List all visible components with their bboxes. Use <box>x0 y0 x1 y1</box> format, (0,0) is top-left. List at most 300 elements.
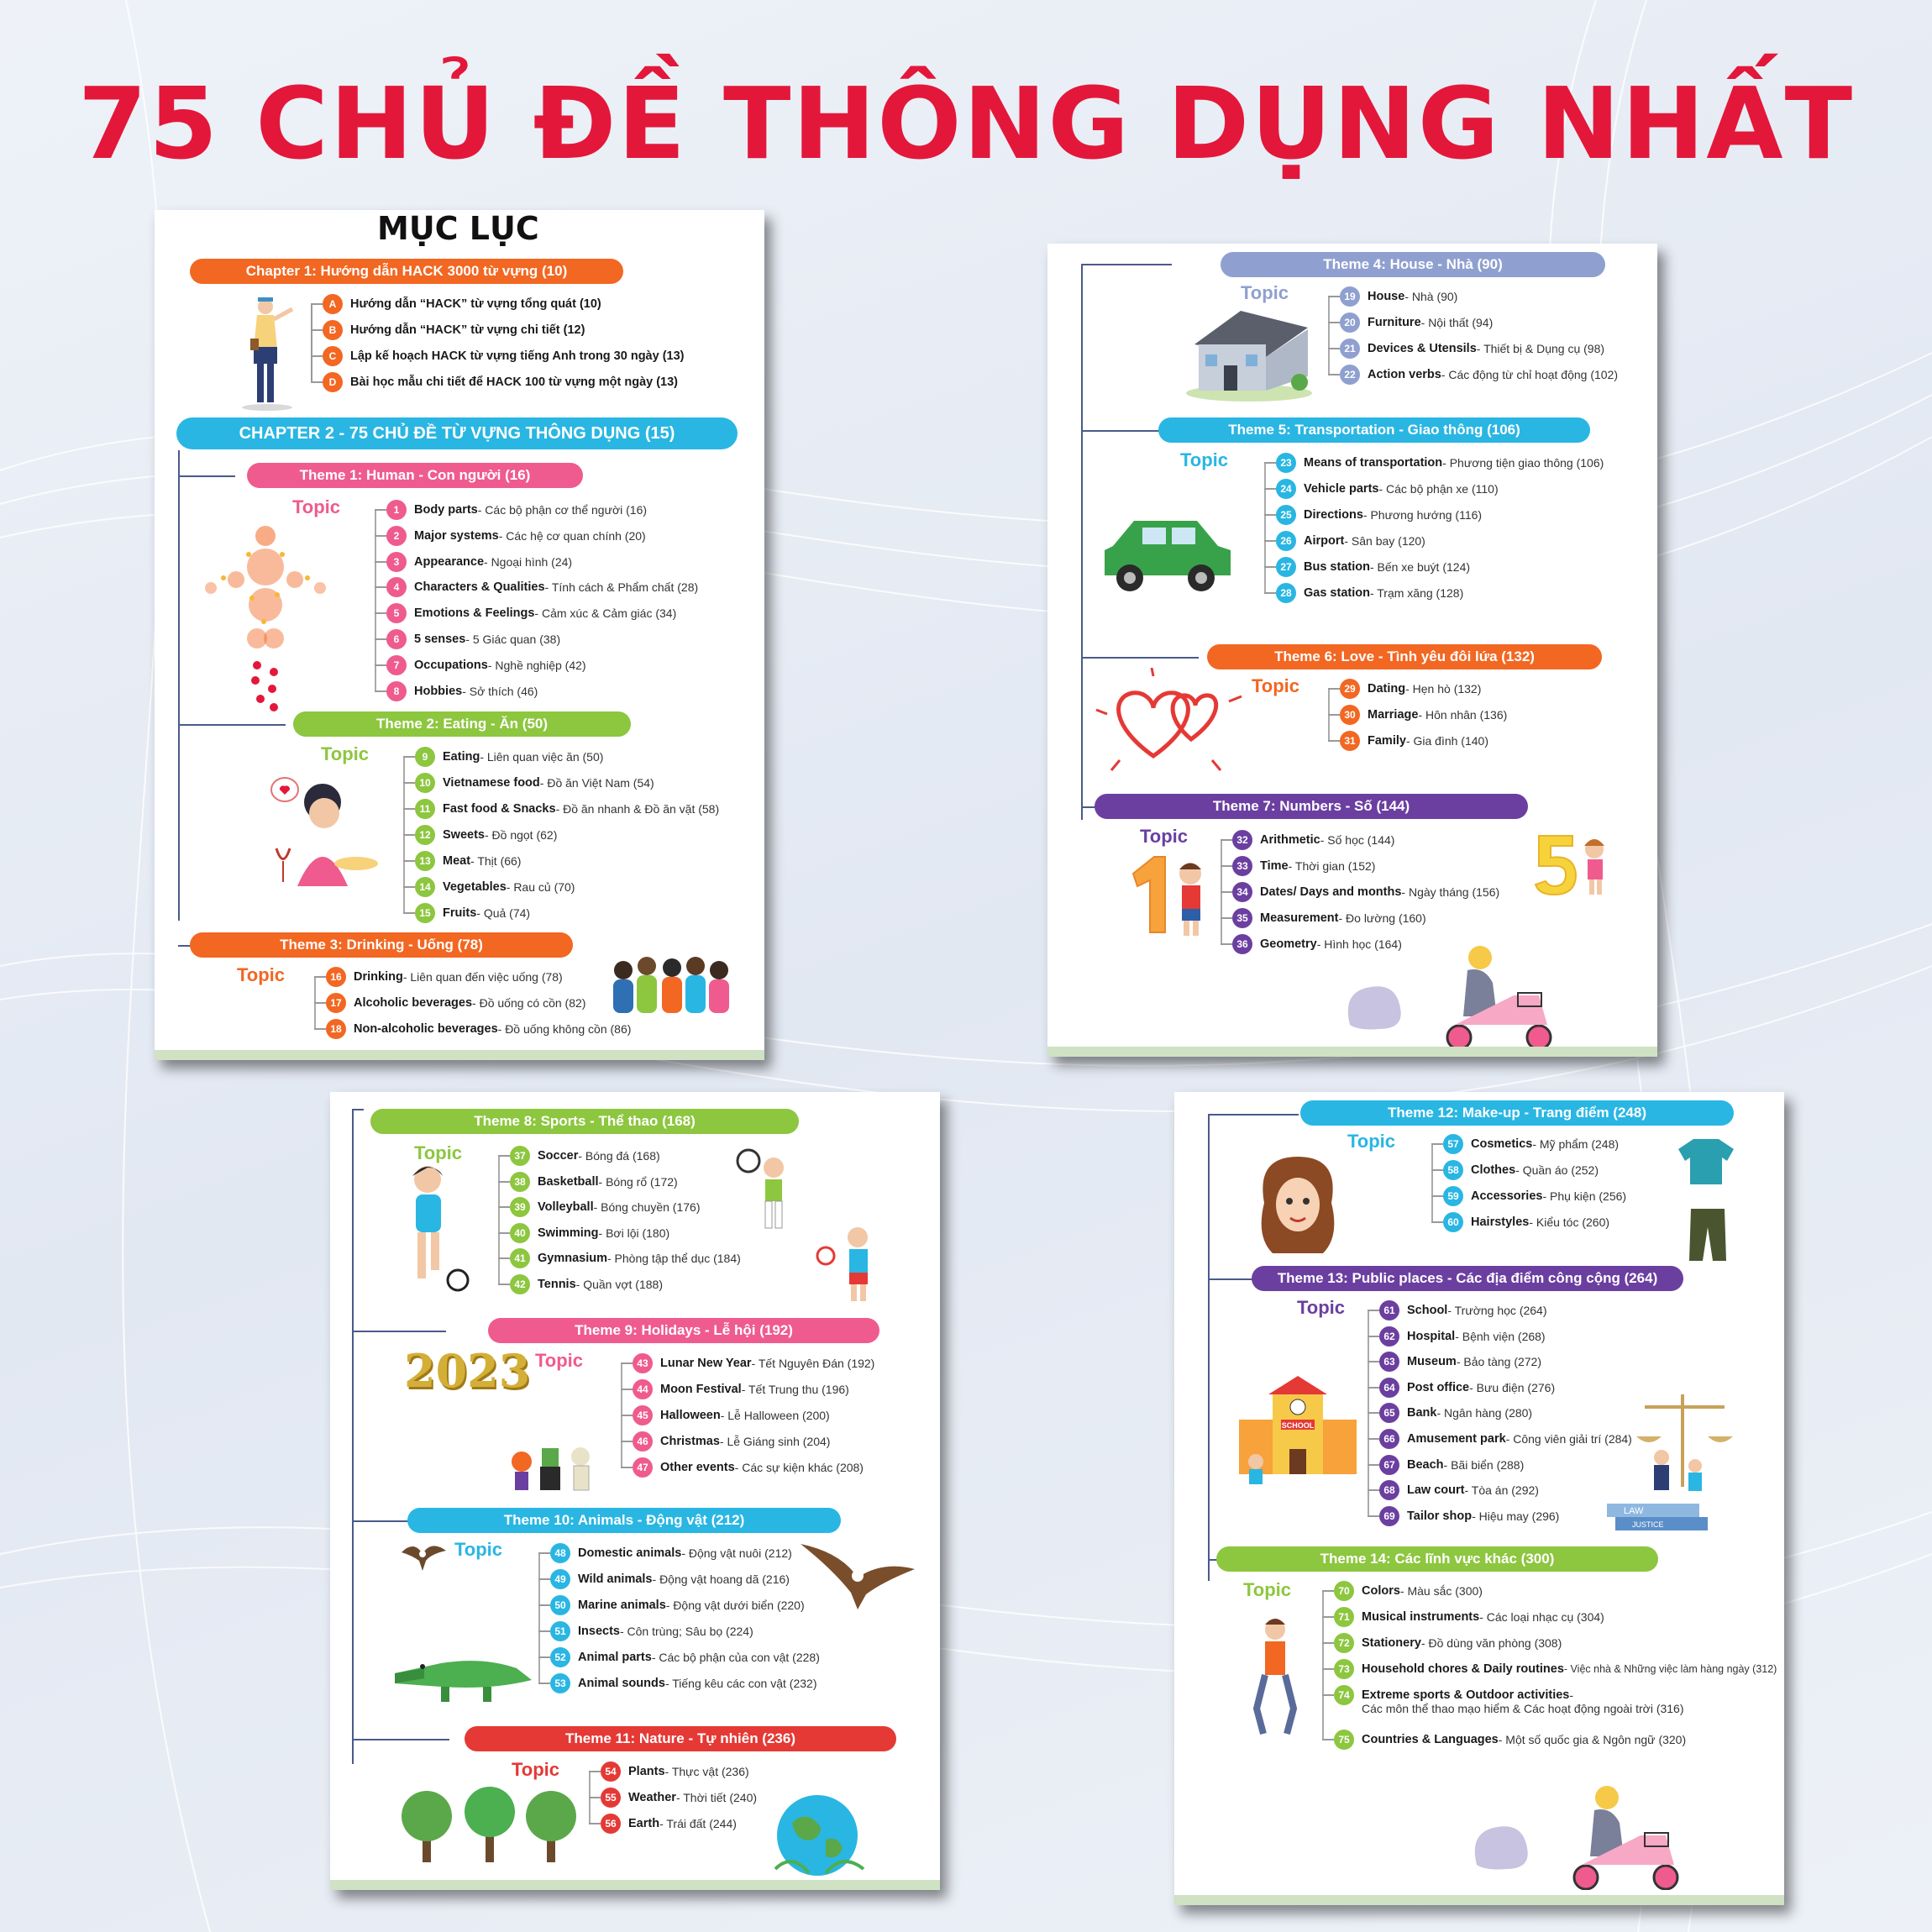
topic-english-name: Swimming <box>538 1226 599 1240</box>
topic-number-badge: 60 <box>1443 1212 1463 1232</box>
topic-vietnamese-name: - Một số quốc gia & Ngôn ngữ (320) <box>1498 1733 1687 1746</box>
theme-title-bar[interactable]: Theme 3: Drinking - Uống (78) <box>190 932 573 958</box>
topic-item[interactable] <box>386 628 560 650</box>
topic-item[interactable] <box>1379 1454 1524 1476</box>
topic-item[interactable] <box>510 1171 678 1193</box>
topic-english-name: Earth <box>628 1817 660 1830</box>
topic-number-badge: 46 <box>633 1431 653 1452</box>
topic-english-name: Gymnasium <box>538 1252 607 1266</box>
topic-item[interactable] <box>326 992 585 1014</box>
topic-item[interactable] <box>415 876 575 898</box>
topic-vietnamese-name: - Thiết bị & Dụng cụ (98) <box>1476 342 1605 355</box>
topic-english-name: Drinking <box>354 970 403 984</box>
topic-label: Topic <box>1241 282 1289 303</box>
topic-vietnamese-name: - Quả (74) <box>476 906 531 920</box>
topic-item[interactable] <box>1443 1211 1609 1233</box>
tennis-boy-illustration <box>732 1144 799 1236</box>
topic-item[interactable] <box>550 1568 790 1590</box>
topic-english-name: Marine animals <box>578 1599 666 1612</box>
topic-english-name: Volleyball <box>538 1200 594 1215</box>
topic-english-name: School <box>1407 1304 1448 1317</box>
topic-english-name: Marriage <box>1368 708 1419 722</box>
topic-vietnamese-name: - Tết Trung thu (196) <box>741 1383 849 1396</box>
topic-label: Topic <box>414 1142 463 1163</box>
topic-number-badge: 47 <box>633 1457 653 1478</box>
theme-title-bar[interactable]: Theme 1: Human - Con người (16) <box>247 463 583 488</box>
topic-item[interactable] <box>1232 829 1394 851</box>
pants-illustration <box>1687 1205 1729 1264</box>
topic-english-name: Fruits <box>443 906 477 920</box>
topic-english-name: Domestic animals <box>578 1546 682 1560</box>
topic-english-name: House <box>1368 290 1405 303</box>
topic-english-name: Hobbies <box>414 684 463 698</box>
topic-vietnamese-name: - Hình học (164) <box>1316 937 1402 951</box>
volleyball-boy-illustration <box>816 1222 883 1306</box>
topic-english-name: Dating <box>1368 682 1406 696</box>
topic-number-badge: 32 <box>1232 830 1252 850</box>
topic-english-name: Beach <box>1407 1457 1444 1472</box>
topic-english-name: Hairstyles <box>1471 1215 1530 1229</box>
woman-eating-illustration <box>264 764 381 890</box>
topic-vietnamese-name: - Thực vật (236) <box>664 1765 749 1778</box>
topic-vietnamese-name: - Các bộ phận của con vật (228) <box>651 1651 820 1664</box>
topic-english-name: Major systems <box>414 528 499 543</box>
friends-drinking-illustration <box>606 949 737 1016</box>
topic-number-badge: 38 <box>510 1172 530 1192</box>
topic-vietnamese-name: - Thịt (66) <box>470 854 522 868</box>
topic-vietnamese-name: - Đồ ăn Việt Nam (54) <box>539 776 654 790</box>
theme-title-bar[interactable]: Theme 5: Transportation - Giao thông (106) <box>1158 417 1590 443</box>
topic-item[interactable] <box>415 902 530 924</box>
topic-number-badge: 26 <box>1276 531 1296 551</box>
topic-number-badge: 2 <box>386 526 407 546</box>
topic-item[interactable] <box>550 1672 816 1694</box>
topic-item[interactable] <box>386 576 698 598</box>
topic-number-badge: 75 <box>1334 1730 1354 1750</box>
topic-vietnamese-name: - Gia đình (140) <box>1405 734 1488 748</box>
toc-page-1 <box>155 210 764 1060</box>
topic-vietnamese-name: - Nhà (90) <box>1404 290 1458 303</box>
theme-title-bar[interactable]: Theme 13: Public places - Các địa điểm công cộng (264) <box>1252 1266 1683 1291</box>
topic-item[interactable] <box>386 551 572 573</box>
topic-number-badge: 29 <box>1340 679 1360 699</box>
topic-number-badge: 53 <box>550 1673 570 1693</box>
topic-number-badge: 61 <box>1379 1300 1399 1320</box>
topic-english-name: Musical instruments <box>1362 1610 1480 1624</box>
topic-english-name: Amusement park <box>1407 1432 1506 1446</box>
topic-vietnamese-name: - Các bộ phận cơ thể người (16) <box>477 503 648 517</box>
topic-item[interactable] <box>1276 582 1463 604</box>
topic-english-name: Soccer <box>538 1149 579 1163</box>
topic-item[interactable] <box>601 1787 757 1809</box>
topic-english-name: Animal sounds <box>578 1677 665 1690</box>
topic-english-name: Household chores & Daily routines <box>1362 1662 1564 1676</box>
topic-item[interactable] <box>633 1457 864 1478</box>
topic-item[interactable] <box>386 654 586 676</box>
topic-number-badge: 23 <box>1276 453 1296 473</box>
topic-item[interactable] <box>1340 286 1457 307</box>
topic-number-badge: 18 <box>326 1019 346 1039</box>
theme-title-bar[interactable]: Theme 7: Numbers - Số (144) <box>1095 794 1528 819</box>
topic-english-name: Furniture <box>1368 316 1421 329</box>
topic-english-name: Cosmetics <box>1471 1137 1533 1151</box>
topic-vietnamese-name: - Phương hướng (116) <box>1362 508 1483 522</box>
topic-item[interactable] <box>1379 1402 1532 1424</box>
topic-item[interactable] <box>1379 1428 1632 1450</box>
topic-english-name: Weather <box>628 1791 676 1804</box>
topic-vietnamese-name: - Thời tiết (240) <box>675 1791 758 1804</box>
topic-english-name: Other events <box>660 1461 735 1474</box>
topic-vietnamese-name: - Lễ Giáng sinh (204) <box>719 1435 831 1448</box>
topic-english-name: Occupations <box>414 658 488 672</box>
topic-number-badge: 25 <box>1276 505 1296 525</box>
number-one-boy-illustration <box>1125 848 1217 941</box>
chapter1-item[interactable] <box>323 345 685 367</box>
theme-title-bar[interactable]: Theme 4: House - Nhà (90) <box>1221 252 1605 277</box>
topic-label: Topic <box>1140 826 1189 847</box>
topic-number-badge: 6 <box>386 629 407 649</box>
topic-item[interactable] <box>1340 730 1488 752</box>
topic-number-badge: 42 <box>510 1274 530 1294</box>
topic-number-badge: 11 <box>415 799 435 819</box>
chapter1-item[interactable] <box>323 293 601 315</box>
topic-vietnamese-name: - Trái đất (244) <box>659 1817 737 1830</box>
chapter1-item[interactable] <box>323 371 678 393</box>
topic-item[interactable] <box>386 680 538 702</box>
hearts-illustration <box>1095 668 1246 777</box>
topic-number-badge: 57 <box>1443 1134 1463 1154</box>
topic-item[interactable] <box>1334 1729 1686 1751</box>
topic-vietnamese-name: - Mỹ phẩm (248) <box>1532 1137 1620 1151</box>
topic-number-badge: 44 <box>633 1379 653 1399</box>
topic-item[interactable] <box>326 1018 631 1040</box>
topic-number-badge: 74 <box>1334 1685 1354 1705</box>
topic-number-badge: 40 <box>510 1223 530 1243</box>
topic-item[interactable] <box>510 1273 663 1295</box>
topic-english-name: Fast food & Snacks <box>443 802 556 816</box>
theme-title-bar[interactable]: Theme 8: Sports - Thể thao (168) <box>370 1109 799 1134</box>
topic-item[interactable] <box>415 850 521 872</box>
topic-item[interactable] <box>386 602 676 624</box>
topic-vietnamese-name: - Phòng tập thể dục (184) <box>607 1252 741 1266</box>
topic-item[interactable] <box>1340 312 1493 333</box>
topic-item[interactable] <box>601 1813 737 1835</box>
topic-item[interactable] <box>1232 881 1499 903</box>
topic-item[interactable] <box>1276 556 1470 578</box>
topic-item[interactable] <box>1379 1299 1547 1321</box>
topic-vietnamese-name: - Quần áo (252) <box>1515 1163 1599 1177</box>
topic-vietnamese-name: - Bệnh viện (268) <box>1455 1329 1546 1343</box>
topic-vietnamese-name: - Bơi lội (180) <box>598 1226 670 1240</box>
topic-number-badge: 72 <box>1334 1633 1354 1653</box>
topic-item[interactable] <box>1340 338 1604 360</box>
topic-english-name: Law court <box>1407 1483 1465 1498</box>
topic-english-name: Alcoholic beverages <box>354 996 473 1010</box>
topic-english-name: Extreme sports & Outdoor activities <box>1362 1688 1570 1702</box>
topic-number-badge: 37 <box>510 1146 530 1166</box>
topic-item[interactable] <box>326 966 563 988</box>
topic-vietnamese-name: - Tiếng kêu các con vật (232) <box>664 1677 817 1690</box>
topic-number-badge: 5 <box>386 603 407 623</box>
topic-item[interactable] <box>550 1646 820 1668</box>
topic-vietnamese-name: - Bến xe buýt (124) <box>1369 560 1471 574</box>
topic-item[interactable] <box>510 1145 660 1167</box>
year-2023-illustration: 2023 <box>404 1344 531 1398</box>
topic-english-name: Means of transportation <box>1304 456 1443 470</box>
topic-number-badge: 21 <box>1340 339 1360 359</box>
topic-item[interactable] <box>415 824 557 846</box>
topic-vietnamese-name: - Phụ kiện (256) <box>1542 1189 1627 1203</box>
topic-vietnamese-name: - Bãi biển (288) <box>1443 1457 1525 1472</box>
topic-item[interactable] <box>1379 1351 1541 1373</box>
topic-english-name: Sweets <box>443 828 485 842</box>
topic-vietnamese-name: - Đồ uống không cồn (86) <box>497 1022 632 1036</box>
topic-english-name: Lunar New Year <box>660 1357 752 1370</box>
topic-item[interactable] <box>415 772 654 794</box>
topic-english-name: Hospital <box>1407 1329 1456 1343</box>
crocodile-illustration <box>391 1640 533 1707</box>
topic-item[interactable] <box>550 1594 805 1616</box>
topic-vietnamese-name: - Công viên giải trí (284) <box>1505 1432 1632 1446</box>
topic-item[interactable] <box>510 1222 669 1244</box>
topic-label: Topic <box>1243 1579 1292 1600</box>
topic-item[interactable] <box>1276 530 1425 552</box>
topic-item[interactable] <box>1379 1505 1559 1527</box>
topic-vietnamese-name: - Động vật nuôi (212) <box>681 1546 792 1560</box>
topic-number-badge: 66 <box>1379 1429 1399 1449</box>
topic-vietnamese-name: - Đồ ăn nhanh & Đồ ăn vặt (58) <box>555 802 720 816</box>
topic-vietnamese-name: - Các hệ cơ quan chính (20) <box>498 528 646 543</box>
topic-number-badge: 30 <box>1340 705 1360 725</box>
topic-number-badge: 34 <box>1232 882 1252 902</box>
topic-english-name: Family <box>1368 734 1406 748</box>
topic-item[interactable] <box>1340 678 1481 700</box>
topic-vietnamese-name: - Rau củ (70) <box>506 880 575 894</box>
topic-english-name: Vehicle parts <box>1304 482 1379 496</box>
topic-vietnamese-name: - Các loại nhạc cụ (304) <box>1479 1610 1604 1624</box>
topic-english-name: Colors <box>1362 1584 1400 1598</box>
topic-english-name: Plants <box>628 1765 665 1778</box>
topic-item[interactable] <box>1276 504 1482 526</box>
topic-number-badge: 14 <box>415 877 435 897</box>
earth-globe-illustration <box>767 1789 868 1882</box>
topic-number-badge: 67 <box>1379 1455 1399 1475</box>
topic-label: Topic <box>292 496 341 517</box>
topic-item[interactable] <box>1379 1377 1555 1399</box>
topic-item[interactable] <box>1443 1133 1619 1155</box>
topic-number-badge: 69 <box>1379 1506 1399 1526</box>
chapter1-item-text: Lập kế hoạch HACK từ vựng tiếng Anh trong 30 ngày (13) <box>350 349 685 363</box>
topic-number-badge: 54 <box>601 1761 621 1782</box>
topic-number-badge: 41 <box>510 1248 530 1268</box>
topic-english-name: Christmas <box>660 1435 720 1448</box>
topic-item[interactable] <box>633 1404 830 1426</box>
theme-title-bar[interactable]: Theme 10: Animals - Động vật (212) <box>407 1508 841 1533</box>
topic-number-badge: 59 <box>1443 1186 1463 1206</box>
topic-item[interactable] <box>1334 1580 1483 1602</box>
theme-title-bar[interactable]: Theme 12: Make-up - Trang điểm (248) <box>1300 1100 1734 1126</box>
topic-english-name: Time <box>1260 859 1289 873</box>
topic-item[interactable] <box>415 746 603 768</box>
topic-item[interactable] <box>1334 1606 1604 1628</box>
topic-vietnamese-name: - Côn trùng; Sâu bọ (224) <box>619 1625 753 1638</box>
topic-item[interactable] <box>1276 452 1604 474</box>
topic-english-name: Accessories <box>1471 1189 1543 1203</box>
topic-number-badge: 7 <box>386 655 407 675</box>
topic-vietnamese-name: - Ngày tháng (156) <box>1401 885 1500 899</box>
topic-item[interactable] <box>415 798 719 820</box>
topic-number-badge: 4 <box>386 577 407 597</box>
topic-vietnamese-name: - Bảo tàng (272) <box>1456 1355 1541 1369</box>
human-body-dots-illustration <box>190 521 341 722</box>
chapter1-letter-badge: B <box>323 320 343 340</box>
topic-number-badge: 33 <box>1232 856 1252 876</box>
topic-vietnamese-name: - Lễ Halloween (200) <box>720 1409 830 1422</box>
chapter1-letter-badge: A <box>323 294 343 314</box>
toc-title: MỤC LỤC <box>377 210 539 247</box>
topic-item[interactable] <box>1334 1632 1562 1654</box>
topic-item[interactable] <box>633 1431 830 1452</box>
topic-item[interactable] <box>633 1378 849 1400</box>
number-five-girl-illustration <box>1530 827 1614 903</box>
topic-item[interactable] <box>1232 933 1402 955</box>
topic-english-name: Vietnamese food <box>443 776 540 790</box>
halloween-characters-illustration <box>507 1436 607 1495</box>
topic-vietnamese-name: - Việc nhà & Những việc làm hàng ngày (312) <box>1563 1663 1777 1675</box>
theme-title-bar[interactable]: Theme 9: Holidays - Lễ hội (192) <box>488 1318 879 1343</box>
chapter1-item[interactable] <box>323 319 585 341</box>
topic-item[interactable] <box>1232 907 1426 929</box>
topic-number-badge: 63 <box>1379 1352 1399 1372</box>
chapter1-bar[interactable]: Chapter 1: Hướng dẫn HACK 3000 từ vựng (10) <box>190 259 623 284</box>
topic-vietnamese-name: - Số học (144) <box>1320 833 1395 847</box>
topic-number-badge: 12 <box>415 825 435 845</box>
toc-page-3 <box>330 1092 940 1890</box>
topic-item[interactable] <box>1334 1658 1777 1680</box>
topic-vietnamese-name: - Đồ ngọt (62) <box>484 828 558 842</box>
toc-page-4 <box>1174 1092 1784 1905</box>
topic-vietnamese-name-line2: Các môn thể thao mạo hiểm & Các hoạt động ngoài trời (316) <box>1362 1702 1684 1715</box>
topic-vietnamese-name: - Nghề nghiệp (42) <box>487 658 586 672</box>
topic-number-badge: 43 <box>633 1353 653 1373</box>
theme-title-bar[interactable]: Theme 14: Các lĩnh vực khác (300) <box>1216 1546 1658 1572</box>
topic-item[interactable] <box>510 1196 700 1218</box>
topic-number-badge: 45 <box>633 1405 653 1425</box>
house-illustration <box>1182 294 1316 403</box>
topic-label: Topic <box>535 1350 584 1371</box>
topic-number-badge: 1 <box>386 500 407 520</box>
topic-vietnamese-name: - Sân bay (120) <box>1344 534 1425 548</box>
topic-number-badge: 28 <box>1276 583 1296 603</box>
topic-vietnamese-name: - Các động từ chỉ hoạt động (102) <box>1441 368 1619 381</box>
topic-number-badge: 20 <box>1340 312 1360 333</box>
topic-number-badge: 8 <box>386 681 407 701</box>
topic-vietnamese-name: - Bóng rổ (172) <box>598 1174 678 1189</box>
topic-label: Topic <box>454 1539 503 1560</box>
chapter2-bar[interactable]: CHAPTER 2 - 75 CHỦ ĐỀ TỪ VỰNG THÔNG DỤNG (15) <box>176 417 738 449</box>
eagle-large-illustration <box>799 1536 916 1611</box>
green-car-illustration <box>1096 512 1239 596</box>
topic-label: Topic <box>1347 1131 1396 1152</box>
topic-english-name: Stationery <box>1362 1636 1421 1650</box>
topic-english-name: Moon Festival <box>660 1383 742 1396</box>
theme-title-bar[interactable]: Theme 2: Eating - Ăn (50) <box>293 711 631 737</box>
topic-number-badge: 52 <box>550 1647 570 1667</box>
topic-number-badge: 27 <box>1276 557 1296 577</box>
topic-number-badge: 16 <box>326 967 346 987</box>
topic-vietnamese-name: - Hôn nhân (136) <box>1418 708 1508 722</box>
topic-vietnamese-name: - Sở thích (46) <box>462 684 538 698</box>
soccer-woman-illustration <box>391 1161 475 1295</box>
topic-vietnamese-name: - Cảm xúc & Cảm giác (34) <box>534 606 677 621</box>
topic-number-badge: 13 <box>415 851 435 871</box>
topic-vietnamese-name: - Phương tiện giao thông (106) <box>1442 456 1604 470</box>
topic-english-name: Airport <box>1304 534 1345 548</box>
topic-english-name: Appearance <box>414 554 485 569</box>
topic-vietnamese-name: - Nội thất (94) <box>1420 316 1494 329</box>
topic-item[interactable] <box>1276 478 1499 500</box>
topic-number-badge: 65 <box>1379 1403 1399 1423</box>
theme-title-bar[interactable]: Theme 11: Nature - Tự nhiên (236) <box>465 1726 896 1751</box>
topic-item[interactable] <box>1340 364 1618 386</box>
topic-label: Topic <box>321 743 370 764</box>
topic-item[interactable] <box>1379 1326 1546 1347</box>
topic-vietnamese-name: - Trạm xăng (128) <box>1369 586 1464 600</box>
topic-item[interactable] <box>1232 855 1375 877</box>
topic-vietnamese-name: - Bóng chuyền (176) <box>593 1200 701 1215</box>
topic-english-name: Directions <box>1304 508 1363 522</box>
topic-item[interactable] <box>386 525 646 547</box>
topic-english-name: Vegetables <box>443 880 507 894</box>
chapter1-letter-badge: C <box>323 346 343 366</box>
topic-number-badge: 62 <box>1379 1326 1399 1347</box>
topic-english-name: Action verbs <box>1368 368 1441 381</box>
topic-number-badge: 49 <box>550 1569 570 1589</box>
topic-english-name: 5 senses <box>414 633 466 646</box>
topic-english-name: Meat <box>443 854 471 868</box>
law-justice-illustration <box>1599 1386 1737 1537</box>
topic-english-name: Post office <box>1407 1380 1470 1394</box>
topic-english-name: Non-alcoholic beverages <box>354 1022 498 1036</box>
sweater-illustration <box>1677 1136 1735 1186</box>
jumping-man-illustration <box>1242 1613 1309 1739</box>
topic-item[interactable] <box>1379 1479 1539 1501</box>
topic-item[interactable] <box>550 1620 753 1642</box>
topic-number-badge: 55 <box>601 1788 621 1808</box>
topic-number-badge: 51 <box>550 1621 570 1641</box>
curly-hair-woman-illustration <box>1252 1152 1344 1262</box>
topic-english-name: Gas station <box>1304 586 1370 600</box>
topic-item[interactable] <box>601 1761 749 1782</box>
topic-number-badge: 70 <box>1334 1581 1354 1601</box>
topic-item[interactable] <box>1443 1159 1599 1181</box>
topic-item[interactable] <box>633 1352 874 1374</box>
topic-vietnamese-name: - Quần vợt (188) <box>575 1278 663 1291</box>
topic-number-badge: 71 <box>1334 1607 1354 1627</box>
topic-number-badge: 35 <box>1232 908 1252 928</box>
topic-item[interactable] <box>1340 704 1507 726</box>
eagle-small-illustration <box>397 1536 448 1576</box>
topic-item[interactable] <box>386 499 647 521</box>
theme-title-bar[interactable]: Theme 6: Love - Tình yêu đôi lứa (132) <box>1207 644 1602 669</box>
topic-item[interactable] <box>550 1542 792 1564</box>
topic-item[interactable] <box>510 1247 741 1269</box>
chapter1-item-text: Hướng dẫn “HACK” từ vựng tổng quát (10) <box>350 297 601 311</box>
topic-english-name: Wild animals <box>578 1572 653 1586</box>
topic-english-name: Halloween <box>660 1409 721 1422</box>
topic-item[interactable] <box>1443 1185 1626 1207</box>
topic-vietnamese-name: - Đồ dùng văn phòng (308) <box>1420 1636 1562 1650</box>
